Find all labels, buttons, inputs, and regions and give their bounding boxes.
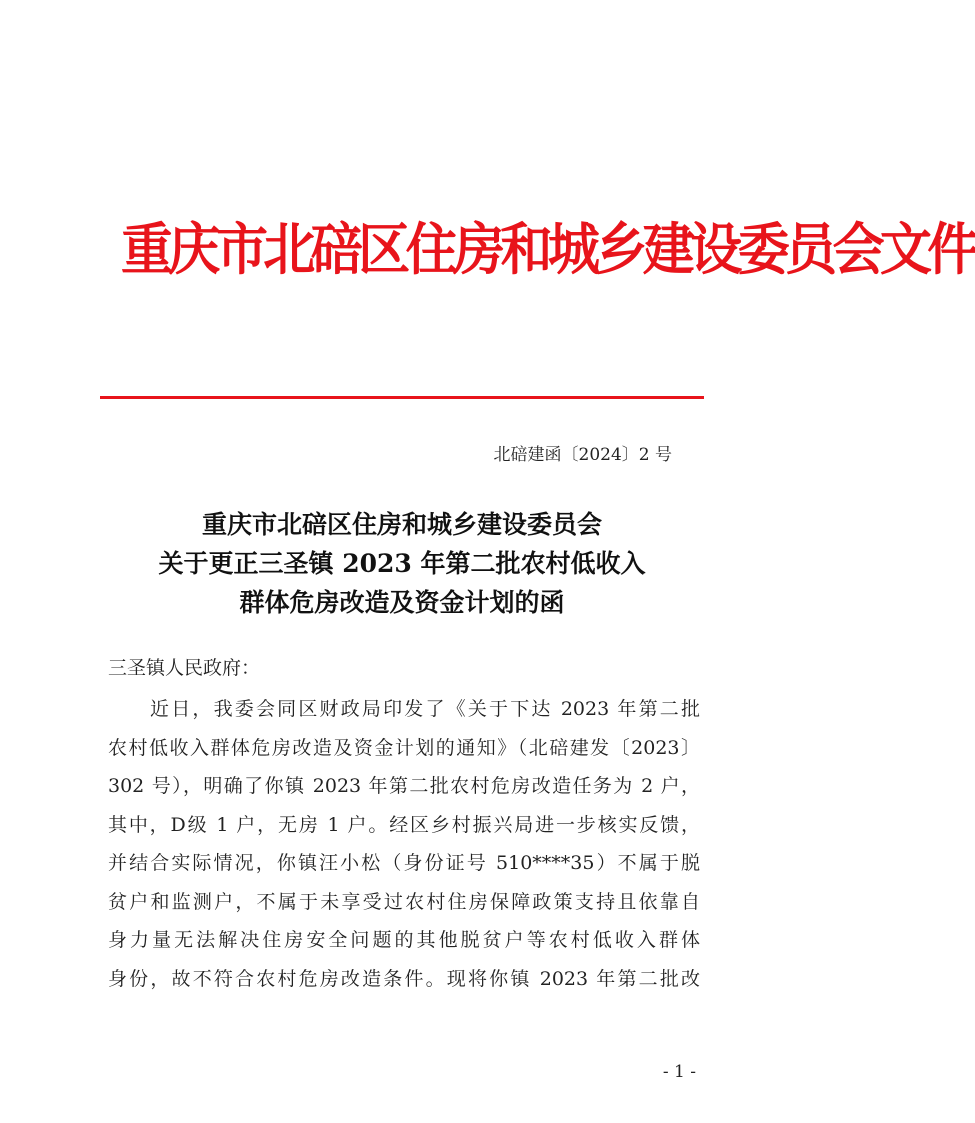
- body-line: 农村低收入群体危房改造及资金计划的通知》（北碚建发〔2023〕: [108, 736, 700, 759]
- agency-header-title: 重庆市北碚区住房和城乡建设委员会文件: [121, 218, 975, 283]
- document-number: 北碚建函〔2024〕2 号: [493, 445, 672, 465]
- document-title-line: 群体危房改造及资金计划的函: [239, 588, 565, 617]
- page-number: - 1 -: [662, 1062, 696, 1082]
- body-line: 302 号），明确了你镇 2023 年第二批农村危房改造任务为 2 户，: [108, 775, 700, 797]
- body-line: 身力量无法解决住房安全问题的其他脱贫户等农村低收入群体: [108, 929, 700, 951]
- recipient-salutation: 三圣镇人民政府：: [108, 657, 261, 679]
- document-title: [100, 505, 704, 622]
- document-title-line: 关于更正三圣镇 2023 年第二批农村低收入: [158, 549, 646, 578]
- body-line: 近日，我委会同区财政局印发了《关于下达 2023 年第二批: [150, 698, 700, 720]
- body-line: 身份，故不符合农村危房改造条件。现将你镇 2023 年第二批改: [108, 967, 700, 990]
- red-header-rule: [100, 396, 704, 399]
- body-paragraph: [108, 690, 700, 998]
- body-line: 贫户和监测户，不属于未享受过农村住房保障政策支持且依靠自: [108, 890, 700, 913]
- document-title-line: 重庆市北碚区住房和城乡建设委员会: [201, 510, 602, 539]
- body-line: 其中，D级 1 户，无房 1 户。经区乡村振兴局进一步核实反馈，: [108, 813, 700, 836]
- body-line: 并结合实际情况，你镇汪小松（身份证号 510****35）不属于脱: [108, 852, 700, 874]
